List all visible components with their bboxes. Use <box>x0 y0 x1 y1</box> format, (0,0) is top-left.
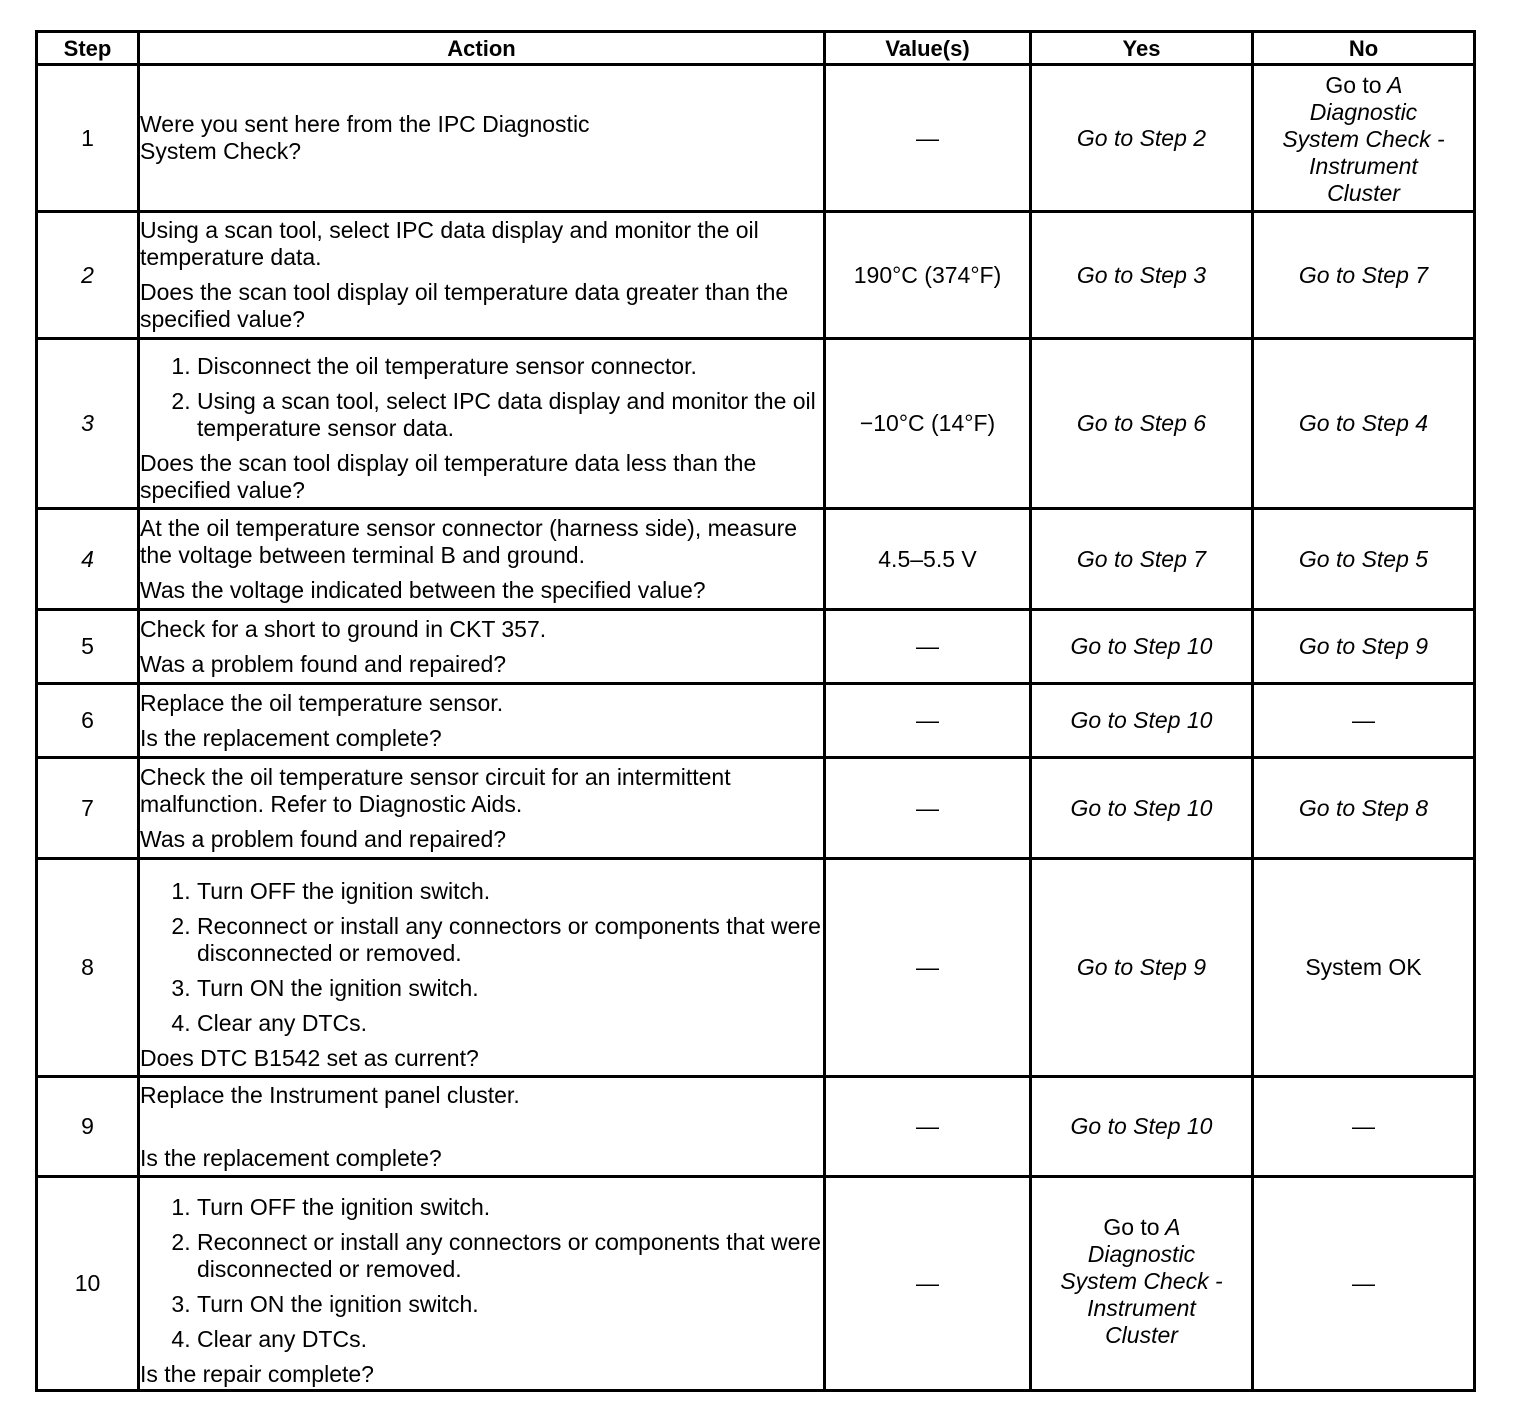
yes-cell: Go to Step 2 <box>1031 65 1253 212</box>
action-cell <box>139 212 825 339</box>
action-cell <box>139 65 825 212</box>
list-item: 3. Turn ON the ignition switch. <box>197 1291 823 1318</box>
table-row <box>37 509 1475 610</box>
action-cell <box>139 1077 825 1177</box>
yes-cell: Go to Step 7 <box>1031 509 1253 610</box>
yes-cell: Go to Step 10 <box>1031 1077 1253 1177</box>
action-cell <box>139 509 825 610</box>
action-question: Is the replacement complete? <box>140 724 442 751</box>
action-text: System Check? <box>140 138 302 164</box>
action-question: Is the replacement complete? <box>140 1144 442 1171</box>
step-number: 3 <box>37 339 139 509</box>
table-row <box>37 758 1475 859</box>
no-rest: Diagnostic System Check - Instrument Cluster <box>1282 98 1445 206</box>
list-item: 3. Turn ON the ignition switch. <box>197 975 823 1002</box>
value-cell: — <box>825 859 1031 1077</box>
step-number: 1 <box>37 65 139 212</box>
header-no: No <box>1253 32 1475 65</box>
no-cell: Go to Step 8 <box>1253 758 1475 859</box>
table-row <box>37 1177 1475 1391</box>
header-values: Value(s) <box>825 32 1031 65</box>
no-cell: — <box>1253 684 1475 758</box>
value-cell: 190°C (374°F) <box>825 212 1031 339</box>
action-list <box>140 878 823 1037</box>
value-cell: — <box>825 65 1031 212</box>
yes-cell: Go to Step 10 <box>1031 610 1253 684</box>
yes-cell: Go to Step 9 <box>1031 859 1253 1077</box>
action-text: Check for a short to ground in CKT 357. <box>140 615 547 642</box>
table-row <box>37 1077 1475 1177</box>
yes-rest: Diagnostic System Check - Instrument Cluster <box>1060 1241 1223 1348</box>
header-row <box>37 32 1475 65</box>
action-question: Is the repair complete? <box>140 1360 374 1387</box>
yes-cell <box>1031 1177 1253 1391</box>
step-number: 5 <box>37 610 139 684</box>
header-action: Action <box>139 32 825 65</box>
list-item: 2. Reconnect or install any connectors or components that were disconnected or removed. <box>197 1229 823 1283</box>
step-number: 4 <box>37 509 139 610</box>
diagnostic-table <box>35 30 1476 1392</box>
action-cell <box>139 758 825 859</box>
action-cell <box>139 684 825 758</box>
action-list <box>140 1194 823 1353</box>
no-cell: Go to Step 7 <box>1253 212 1475 339</box>
no-prefix: Go to <box>1325 71 1382 98</box>
no-cell: — <box>1253 1177 1475 1391</box>
action-list <box>140 353 823 442</box>
action-text: Replace the oil temperature sensor. <box>140 689 504 716</box>
step-number: 6 <box>37 684 139 758</box>
action-cell <box>139 610 825 684</box>
no-a: A <box>1387 71 1402 98</box>
header-yes: Yes <box>1031 32 1253 65</box>
action-question: Does the scan tool display oil temperature data less than the specified value? <box>140 450 757 503</box>
table-row <box>37 212 1475 339</box>
table-row <box>37 339 1475 509</box>
action-text: Check the oil temperature sensor circuit for an intermittent malfunction. Refer to Diagnostic Aids. <box>140 763 731 817</box>
step-number: 7 <box>37 758 139 859</box>
no-cell: Go to Step 9 <box>1253 610 1475 684</box>
no-cell: System OK <box>1253 859 1475 1077</box>
no-cell: — <box>1253 1077 1475 1177</box>
action-cell <box>139 1177 825 1391</box>
value-cell: — <box>825 1177 1031 1391</box>
table-row <box>37 859 1475 1077</box>
action-cell <box>139 859 825 1077</box>
action-text: Using a scan tool, select IPC data display and monitor the oil temperature data. <box>140 217 759 270</box>
value-cell: −10°C (14°F) <box>825 339 1031 509</box>
no-cell: Go to Step 5 <box>1253 509 1475 610</box>
table-row <box>37 65 1475 212</box>
step-number: 8 <box>37 859 139 1077</box>
yes-cell: Go to Step 10 <box>1031 758 1253 859</box>
list-item: 2. Using a scan tool, select IPC data display and monitor the oil temperature sensor data. <box>197 388 823 442</box>
table-row <box>37 610 1475 684</box>
step-number: 9 <box>37 1077 139 1177</box>
no-cell <box>1253 65 1475 212</box>
yes-a: A <box>1165 1214 1180 1240</box>
action-text: Were you sent here from the IPC Diagnostic <box>140 111 590 137</box>
list-item: 1. Turn OFF the ignition switch. <box>197 1194 823 1221</box>
value-cell: — <box>825 610 1031 684</box>
value-cell: — <box>825 1077 1031 1177</box>
action-question: Was a problem found and repaired? <box>140 825 507 852</box>
list-item: 1. Turn OFF the ignition switch. <box>197 878 823 905</box>
action-question: Was a problem found and repaired? <box>140 650 507 677</box>
yes-prefix: Go to <box>1103 1214 1160 1240</box>
action-question: Does DTC B1542 set as current? <box>140 1044 479 1071</box>
action-text: Replace the Instrument panel cluster. <box>140 1081 520 1108</box>
action-cell <box>139 339 825 509</box>
value-cell: — <box>825 758 1031 859</box>
step-number: 2 <box>37 212 139 339</box>
table-row <box>37 684 1475 758</box>
yes-cell: Go to Step 10 <box>1031 684 1253 758</box>
list-item: 2. Reconnect or install any connectors or components that were disconnected or removed. <box>197 913 823 967</box>
action-question: Was the voltage indicated between the specified value? <box>140 576 706 603</box>
action-question: Does the scan tool display oil temperature data greater than the specified value? <box>140 279 789 332</box>
list-item: 4. Clear any DTCs. <box>197 1010 823 1037</box>
yes-cell: Go to Step 3 <box>1031 212 1253 339</box>
value-cell: 4.5–5.5 V <box>825 509 1031 610</box>
list-item: 4. Clear any DTCs. <box>197 1326 823 1353</box>
value-cell: — <box>825 684 1031 758</box>
header-step: Step <box>37 32 139 65</box>
action-text: At the oil temperature sensor connector (harness side), measure the voltage between terminal B and ground. <box>140 514 798 568</box>
yes-cell: Go to Step 6 <box>1031 339 1253 509</box>
list-item: 1. Disconnect the oil temperature sensor connector. <box>197 353 823 380</box>
no-cell: Go to Step 4 <box>1253 339 1475 509</box>
step-number: 10 <box>37 1177 139 1391</box>
